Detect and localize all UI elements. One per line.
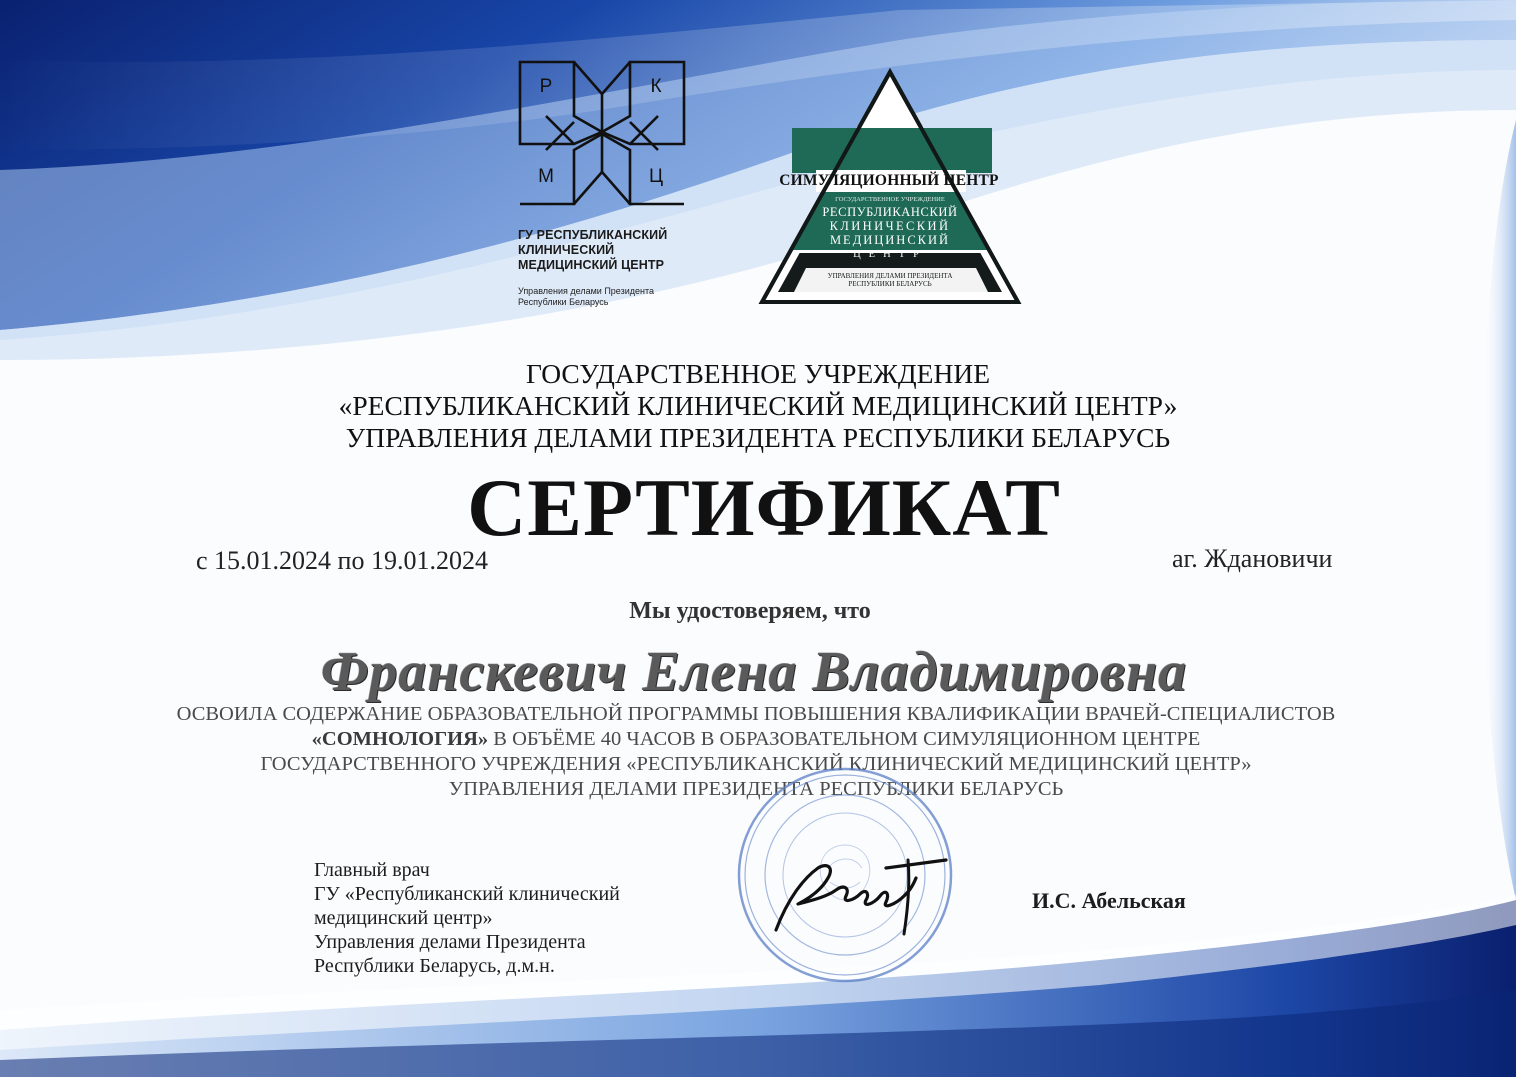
recipient-name: Франскевич Елена Владимировна	[320, 641, 1188, 703]
certificate-title: СЕРТИФИКАТ	[467, 462, 1061, 553]
sim-center-line3: МЕДИЦИНСКИЙ	[829, 233, 951, 247]
description-line-rest: В ОБЪЁМЕ 40 ЧАСОВ В ОБРАЗОВАТЕЛЬНОМ СИМУЛЯЦИОННОМ ЦЕНТРЕ	[488, 728, 1201, 750]
course-dates: с 15.01.2024 по 19.01.2024	[196, 546, 488, 575]
rkmc-letter-ts: Ц	[648, 166, 664, 187]
position-line: Республики Беларусь, д.м.н.	[314, 955, 555, 977]
position-line: медицинский центр»	[314, 907, 493, 929]
simulation-center-logo	[756, 68, 1026, 308]
rkmc-name-line: ГУ РЕСПУБЛИКАНСКИЙ	[518, 228, 668, 242]
rkmc-name-line: МЕДИЦИНСКИЙ ЦЕНТР	[518, 258, 665, 272]
sim-center-title: СИМУЛЯЦИОННЫЙ ЦЕНТР	[779, 172, 999, 189]
course-place: аг. Ждановичи	[1172, 544, 1333, 573]
organization-header	[0, 358, 1516, 454]
sim-center-bottom-line: УПРАВЛЕНИЯ ДЕЛАМИ ПРЕЗИДЕНТА	[827, 272, 953, 280]
rkmc-logo	[512, 58, 712, 318]
sim-center-line1: РЕСПУБЛИКАНСКИЙ	[822, 205, 958, 219]
rkmc-letter-k: К	[650, 76, 662, 97]
description-line: ОСВОИЛА СОДЕРЖАНИЕ ОБРАЗОВАТЕЛЬНОЙ ПРОГРАММЫ ПОВЫШЕНИЯ КВАЛИФИКАЦИИ ВРАЧЕЙ-СПЕЦИАЛИСТОВ	[176, 703, 1336, 725]
rkmc-sub-line: Управления делами Президента	[518, 286, 655, 296]
description-line	[0, 727, 1512, 752]
rkmc-subtitle	[518, 286, 654, 308]
rkmc-letter-r: Р	[539, 76, 553, 97]
description-line: УПРАВЛЕНИЯ ДЕЛАМИ ПРЕЗИДЕНТА РЕСПУБЛИКИ БЕЛАРУСЬ	[448, 778, 1064, 800]
signatory-name: И.С. Абельская	[1032, 888, 1186, 913]
signatory-position	[314, 858, 620, 978]
rkmc-name	[518, 228, 667, 273]
program-name: «СОМНОЛОГИЯ»	[311, 728, 489, 750]
rkmc-letter-m: М	[538, 166, 554, 187]
sim-center-line2: КЛИНИЧЕСКИЙ	[829, 219, 951, 233]
org-line: ГОСУДАРСТВЕННОЕ УЧРЕЖДЕНИЕ	[525, 358, 990, 389]
org-line: УПРАВЛЕНИЯ ДЕЛАМИ ПРЕЗИДЕНТА РЕСПУБЛИКИ БЕЛАРУСЬ	[345, 422, 1171, 453]
position-line: ГУ «Республиканский клинический	[314, 883, 620, 905]
handwritten-signature	[758, 838, 958, 948]
sim-center-line4: ЦЕНТР	[853, 249, 927, 260]
position-line: Управления делами Президента	[314, 931, 586, 953]
org-line: «РЕСПУБЛИКАНСКИЙ КЛИНИЧЕСКИЙ МЕДИЦИНСКИЙ ЦЕНТР»	[338, 390, 1178, 421]
certify-statement: Мы удостоверяем, что	[629, 598, 871, 624]
rkmc-name-line: КЛИНИЧЕСКИЙ	[518, 243, 615, 257]
rkmc-sub-line: Республики Беларусь	[518, 297, 609, 307]
sim-center-bottom	[791, 272, 989, 288]
position-line: Главный врач	[314, 859, 430, 881]
sim-center-tiny: ГОСУДАРСТВЕННОЕ УЧРЕЖДЕНИЕ	[835, 196, 945, 203]
description-line: ГОСУДАРСТВЕННОГО УЧРЕЖДЕНИЯ «РЕСПУБЛИКАНСКИЙ КЛИНИЧЕСКИЙ МЕДИЦИНСКИЙ ЦЕНТР»	[260, 753, 1252, 775]
sim-center-bottom-line: РЕСПУБЛИКИ БЕЛАРУСЬ	[848, 280, 932, 288]
